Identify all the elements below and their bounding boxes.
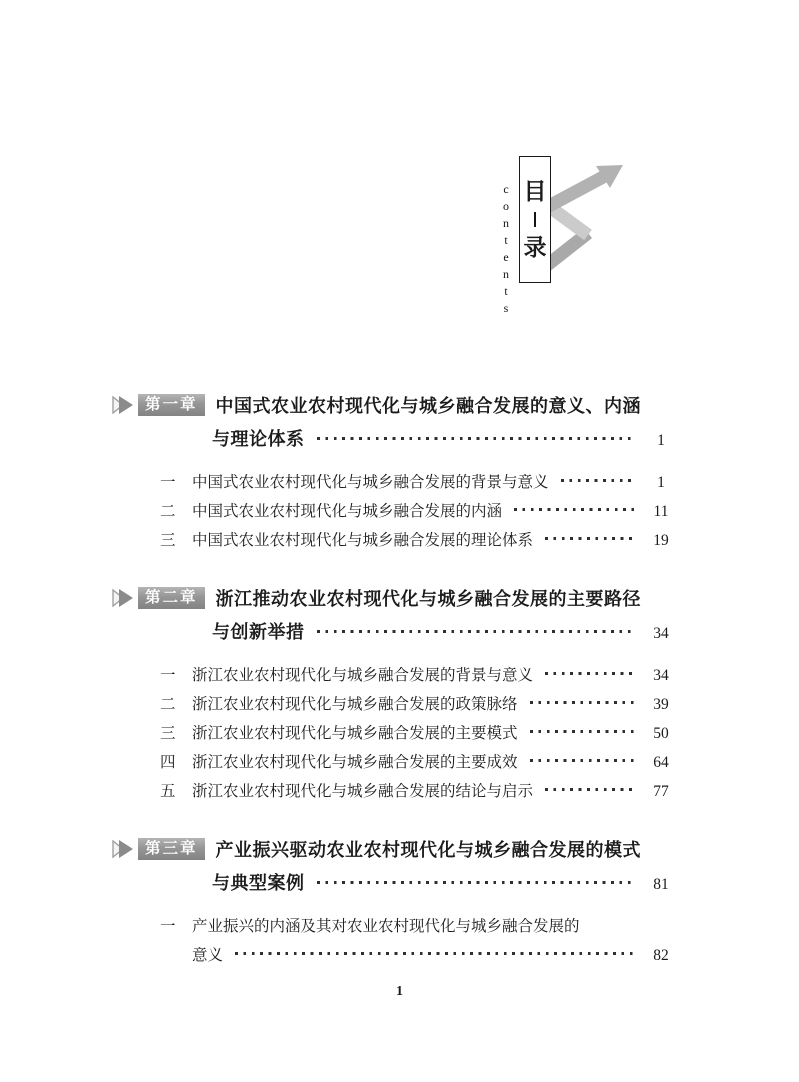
item-numeral: 二 xyxy=(160,696,176,713)
chapter-title-continued: 与创新举措 xyxy=(212,622,305,642)
item-numeral: 一 xyxy=(160,918,176,935)
item-page-number: 77 xyxy=(653,783,669,800)
toc-title-box xyxy=(519,156,551,283)
chapter-title: 浙江推动农业农村现代化与城乡融合发展的主要路径 xyxy=(215,589,642,609)
chapter-badge: 第二章 xyxy=(138,587,205,609)
contents-vertical-label: contents xyxy=(499,182,513,318)
chapter-entry-2 xyxy=(112,581,678,806)
toc-title-divider xyxy=(534,212,536,227)
item-title: 浙江农业农村现代化与城乡融合发展的主要成效 xyxy=(192,754,518,771)
chapter-arrow-icon xyxy=(112,839,136,859)
chapter-2-heading xyxy=(112,581,678,615)
toc-title-char-top: 目 xyxy=(523,179,547,204)
item-title: 中国式农业农村现代化与城乡融合发展的内涵 xyxy=(192,503,503,520)
item-page-number: 64 xyxy=(653,754,669,771)
item-line-2 xyxy=(160,941,678,970)
toc-title-char-bottom: 录 xyxy=(523,235,547,260)
item-page-number: 11 xyxy=(653,503,669,520)
toc-item xyxy=(112,748,678,777)
dot-leader xyxy=(530,759,634,762)
item-numeral: 五 xyxy=(160,783,176,800)
chapter-badge: 第三章 xyxy=(138,838,205,860)
item-title: 浙江农业农村现代化与城乡融合发展的结论与启示 xyxy=(192,783,534,800)
item-numeral: 三 xyxy=(160,725,176,742)
dot-leader xyxy=(545,672,634,675)
toc-item xyxy=(112,526,678,555)
chapter-entry-3 xyxy=(112,832,678,970)
dot-leader xyxy=(317,437,635,440)
item-title: 浙江农业农村现代化与城乡融合发展的主要模式 xyxy=(192,725,518,742)
contents-header-art xyxy=(493,146,668,318)
dot-leader xyxy=(545,537,634,540)
chapter-2-items xyxy=(112,661,678,806)
folio-page-number: 1 xyxy=(396,984,403,999)
toc-item xyxy=(112,690,678,719)
dot-leader xyxy=(514,508,634,511)
chapter-entry-1 xyxy=(112,388,678,555)
item-numeral: 二 xyxy=(160,503,176,520)
item-page-number: 19 xyxy=(653,532,669,549)
chapter-page-number: 1 xyxy=(657,432,665,449)
table-of-contents xyxy=(112,388,678,970)
toc-item xyxy=(112,777,678,806)
chapter-title-continued: 与理论体系 xyxy=(212,429,305,449)
chapter-2-heading-continued xyxy=(112,615,678,649)
chapter-1-items xyxy=(112,468,678,555)
item-numeral: 四 xyxy=(160,754,176,771)
chapter-title-continued: 与典型案例 xyxy=(212,873,305,893)
chapter-arrow-icon xyxy=(112,588,136,608)
item-page-number: 1 xyxy=(657,474,665,491)
item-page-number: 82 xyxy=(653,947,669,964)
item-page-number: 39 xyxy=(653,696,669,713)
toc-item xyxy=(112,719,678,748)
chapter-page-number: 34 xyxy=(653,625,669,642)
item-numeral: 一 xyxy=(160,474,176,491)
item-page-number: 34 xyxy=(653,667,669,684)
chapter-badge: 第一章 xyxy=(138,394,205,416)
item-title: 中国式农业农村现代化与城乡融合发展的背景与意义 xyxy=(192,474,549,491)
dot-leader xyxy=(235,952,634,955)
item-title: 浙江农业农村现代化与城乡融合发展的政策脉络 xyxy=(192,696,518,713)
item-numeral: 一 xyxy=(160,667,176,684)
toc-item xyxy=(112,661,678,690)
dot-leader xyxy=(530,701,634,704)
item-title: 产业振兴的内涵及其对农业农村现代化与城乡融合发展的 xyxy=(192,918,580,935)
item-title-continued: 意义 xyxy=(192,947,224,964)
chapter-1-heading xyxy=(112,388,678,422)
chapter-3-heading xyxy=(112,832,678,866)
chapter-3-heading-continued xyxy=(112,866,678,900)
toc-item xyxy=(112,468,678,497)
toc-item xyxy=(112,912,678,970)
item-numeral: 三 xyxy=(160,532,176,549)
chapter-1-heading-continued xyxy=(112,422,678,456)
item-title: 中国式农业农村现代化与城乡融合发展的理论体系 xyxy=(192,532,534,549)
chapter-title: 中国式农业农村现代化与城乡融合发展的意义、内涵 xyxy=(215,396,642,416)
chapter-page-number: 81 xyxy=(653,876,669,893)
dot-leader xyxy=(530,730,634,733)
dot-leader xyxy=(545,788,634,791)
item-line-1 xyxy=(160,912,678,941)
item-page-number: 50 xyxy=(653,725,669,742)
dot-leader xyxy=(561,479,634,482)
page-footer xyxy=(0,982,799,1000)
chapter-title: 产业振兴驱动农业农村现代化与城乡融合发展的模式 xyxy=(215,840,642,860)
chapter-arrow-icon xyxy=(112,395,136,415)
item-title: 浙江农业农村现代化与城乡融合发展的背景与意义 xyxy=(192,667,534,684)
dot-leader xyxy=(317,630,635,633)
toc-item xyxy=(112,497,678,526)
dot-leader xyxy=(317,881,635,884)
chapter-3-items xyxy=(112,912,678,970)
